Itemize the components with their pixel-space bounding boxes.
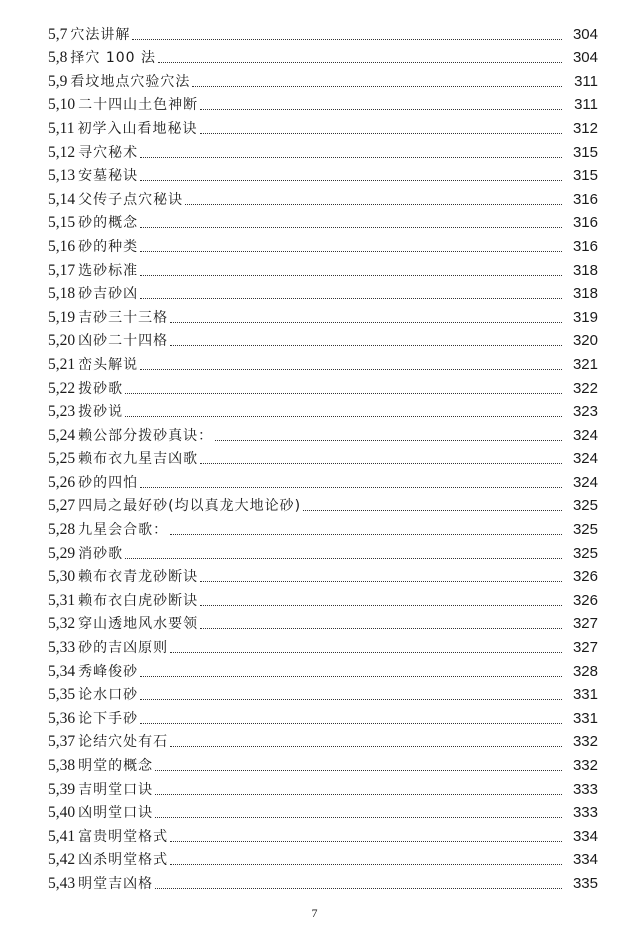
toc-entry (48, 256, 598, 280)
toc-entry (48, 44, 598, 68)
toc-entry (48, 327, 598, 351)
toc-entry (48, 185, 598, 209)
toc-entry (48, 398, 598, 422)
toc-entry-number: 5,32 (48, 615, 76, 633)
toc-entry-title: 择穴 100 法 (70, 50, 156, 67)
toc-entry-title: 二十四山土色神断 (78, 97, 199, 114)
toc-entry (48, 303, 598, 327)
toc-entry-page: 325 (572, 544, 598, 562)
toc-entry-title: 富贵明堂格式 (78, 828, 169, 845)
toc-entry-page: 324 (572, 426, 598, 444)
toc-entry-page: 327 (572, 639, 598, 657)
toc-entry-number: 5,18 (48, 285, 76, 303)
toc-entry (48, 232, 598, 256)
dot-leader (185, 203, 562, 205)
toc-entry-number: 5,35 (48, 686, 76, 704)
toc-entry-title: 秀峰俊砂 (78, 663, 139, 680)
toc-entry (48, 280, 598, 304)
toc-entry-page: 327 (572, 615, 598, 633)
dot-leader (215, 439, 562, 441)
toc-entry-title: 峦头解说 (78, 356, 139, 373)
dot-leader (155, 887, 562, 889)
toc-entry (48, 563, 598, 587)
toc-entry-number: 5,37 (48, 733, 76, 751)
dot-leader (140, 250, 562, 252)
toc-entry-number: 5,12 (48, 143, 76, 161)
toc-entry-page: 331 (572, 686, 598, 704)
toc-entry-page: 318 (572, 285, 598, 303)
toc-entry-number: 5,34 (48, 662, 76, 680)
toc-entry (48, 657, 598, 681)
toc-entry-page: 323 (572, 403, 598, 421)
dot-leader (170, 651, 562, 653)
toc-entry-page: 316 (572, 237, 598, 255)
toc-entry-title: 凶明堂口诀 (78, 805, 154, 822)
toc-entry-number: 5,30 (48, 568, 76, 586)
toc-entry-number: 5,22 (48, 379, 76, 397)
toc-entry-title: 寻穴秘术 (78, 144, 139, 161)
toc-entry (48, 492, 598, 516)
toc-entry-number: 5,16 (48, 237, 76, 255)
dot-leader (155, 769, 562, 771)
toc-entry-page: 319 (572, 308, 598, 326)
toc-entry-page: 321 (572, 355, 598, 373)
toc-entry-number: 5,31 (48, 591, 76, 609)
toc-entry (48, 20, 598, 44)
dot-leader (170, 344, 562, 346)
dot-leader (158, 61, 562, 63)
toc-entry-number: 5,24 (48, 426, 76, 444)
toc-entry-number: 5,11 (48, 119, 75, 137)
toc-entry-number: 5,14 (48, 190, 76, 208)
dot-leader (140, 675, 562, 677)
toc-entry-title: 赖公部分拨砂真诀： (78, 427, 214, 444)
toc-entry-title: 砂的种类 (78, 238, 139, 255)
dot-leader (140, 274, 562, 276)
table-of-contents (48, 20, 598, 893)
toc-entry (48, 67, 598, 91)
toc-entry-title: 赖布衣白虎砂断诀 (78, 592, 199, 609)
toc-entry-title: 选砂标准 (78, 262, 139, 279)
toc-entry (48, 350, 598, 374)
dot-leader (132, 38, 562, 40)
toc-entry-number: 5,25 (48, 450, 76, 468)
toc-entry-number: 5,39 (48, 780, 76, 798)
toc-entry-page: 326 (572, 568, 598, 586)
toc-entry (48, 846, 598, 870)
dot-leader (200, 108, 562, 110)
toc-entry-number: 5,41 (48, 827, 76, 845)
toc-entry-title: 赖布衣青龙砂断诀 (78, 569, 199, 586)
toc-entry-number: 5,10 (48, 96, 76, 114)
toc-entry-title: 凶杀明堂格式 (78, 852, 169, 869)
toc-entry-page: 320 (572, 332, 598, 350)
toc-entry-page: 304 (572, 49, 598, 67)
toc-entry-number: 5,19 (48, 308, 76, 326)
toc-entry (48, 91, 598, 115)
toc-entry (48, 869, 598, 893)
toc-entry (48, 445, 598, 469)
dot-leader (200, 462, 562, 464)
toc-entry-number: 5,23 (48, 403, 76, 421)
toc-entry-page: 331 (572, 709, 598, 727)
dot-leader (170, 863, 562, 865)
toc-entry-title: 吉砂三十三格 (78, 309, 169, 326)
dot-leader (155, 816, 562, 818)
toc-entry-page: 311 (574, 96, 598, 114)
dot-leader (140, 486, 562, 488)
toc-entry-title: 赖布衣九星吉凶歌 (78, 451, 199, 468)
dot-leader (200, 580, 562, 582)
toc-entry-title: 砂的四怕 (78, 474, 139, 491)
toc-entry (48, 114, 598, 138)
toc-entry-page: 315 (572, 167, 598, 185)
toc-entry (48, 799, 598, 823)
dot-leader (200, 132, 562, 134)
toc-entry-page: 335 (572, 874, 598, 892)
toc-entry-page: 318 (572, 261, 598, 279)
toc-entry (48, 539, 598, 563)
toc-entry-number: 5,28 (48, 521, 76, 539)
toc-entry-page: 322 (572, 379, 598, 397)
toc-entry-title: 明堂吉凶格 (78, 875, 154, 892)
toc-entry-page: 324 (572, 450, 598, 468)
toc-entry-title: 父传子点穴秘诀 (78, 191, 184, 208)
toc-entry (48, 775, 598, 799)
toc-entry-title: 砂吉砂凶 (78, 286, 139, 303)
dot-leader (140, 156, 562, 158)
toc-entry (48, 468, 598, 492)
toc-entry-title: 砂的吉凶原则 (78, 640, 169, 657)
toc-entry-title: 吉明堂口诀 (78, 781, 154, 798)
toc-entry-title: 凶砂二十四格 (78, 333, 169, 350)
toc-entry-page: 328 (572, 662, 598, 680)
toc-entry-page: 333 (572, 804, 598, 822)
toc-entry (48, 681, 598, 705)
toc-entry-title: 安墓秘诀 (78, 168, 139, 185)
toc-entry-page: 334 (572, 827, 598, 845)
toc-entry-title: 论下手砂 (78, 710, 139, 727)
dot-leader (125, 415, 562, 417)
toc-entry (48, 704, 598, 728)
dot-leader (140, 698, 562, 700)
toc-entry-title: 论结穴处有石 (78, 734, 169, 751)
toc-entry-number: 5,29 (48, 544, 76, 562)
toc-entry-page: 332 (572, 757, 598, 774)
dot-leader (125, 392, 562, 394)
toc-entry-title: 砂的概念 (78, 215, 139, 232)
toc-entry-number: 5,9 (48, 72, 68, 90)
toc-entry-number: 5,13 (48, 167, 76, 185)
toc-entry-number: 5,40 (48, 804, 76, 822)
dot-leader (140, 297, 562, 299)
dot-leader (170, 533, 562, 535)
dot-leader (170, 321, 562, 323)
toc-entry (48, 421, 598, 445)
dot-leader (140, 368, 562, 370)
toc-entry-page: 334 (572, 851, 598, 869)
toc-entry (48, 586, 598, 610)
dot-leader (200, 604, 562, 606)
toc-entry-number: 5,27 (48, 497, 76, 515)
toc-entry (48, 633, 598, 657)
toc-entry-page: 325 (572, 497, 598, 515)
toc-entry-page: 316 (572, 214, 598, 232)
toc-entry (48, 751, 598, 775)
toc-entry-number: 5,42 (48, 851, 76, 869)
dot-leader (170, 745, 562, 747)
toc-entry-page: 315 (572, 143, 598, 161)
toc-entry (48, 138, 598, 162)
toc-entry (48, 822, 598, 846)
toc-entry-number: 5,7 (48, 25, 68, 43)
toc-entry-title: 拨砂歌 (78, 380, 124, 397)
toc-entry-title: 明堂的概念 (78, 758, 154, 774)
toc-entry-page: 304 (572, 25, 598, 43)
toc-entry-number: 5,20 (48, 332, 76, 350)
toc-entry (48, 209, 598, 233)
toc-entry-number: 5,38 (48, 757, 76, 774)
toc-entry-page: 333 (572, 780, 598, 798)
toc-entry-title: 四局之最好砂(均以真龙大地论砂) (78, 498, 302, 515)
toc-entry-number: 5,17 (48, 261, 76, 279)
toc-entry-page: 316 (572, 190, 598, 208)
toc-entry (48, 728, 598, 752)
dot-leader (125, 557, 562, 559)
toc-entry-number: 5,21 (48, 355, 76, 373)
toc-entry-title: 初学入山看地秘诀 (77, 120, 198, 137)
dot-leader (155, 793, 562, 795)
toc-entry (48, 162, 598, 186)
toc-entry-page: 324 (572, 473, 598, 491)
toc-entry (48, 610, 598, 634)
toc-entry-page: 312 (572, 119, 598, 137)
toc-entry-title: 九星会合歌： (78, 522, 169, 539)
dot-leader (192, 85, 562, 87)
toc-entry-number: 5,33 (48, 639, 76, 657)
toc-entry-title: 拨砂说 (78, 404, 124, 421)
dot-leader (140, 179, 562, 181)
toc-entry-page: 311 (574, 72, 598, 90)
toc-entry-number: 5,43 (48, 874, 76, 892)
toc-entry-number: 5,26 (48, 473, 76, 491)
toc-entry-number: 5,36 (48, 709, 76, 727)
toc-entry-title: 穿山透地风水要领 (78, 616, 199, 633)
dot-leader (170, 840, 562, 842)
toc-entry-page: 326 (572, 591, 598, 609)
toc-entry-title: 消砂歌 (78, 545, 124, 562)
toc-entry (48, 515, 598, 539)
toc-entry-number: 5,8 (48, 49, 68, 67)
dot-leader (200, 627, 562, 629)
toc-entry-page: 332 (572, 733, 598, 751)
dot-leader (303, 509, 562, 511)
dot-leader (140, 226, 562, 228)
toc-entry-title: 穴法讲解 (70, 26, 131, 43)
toc-entry-number: 5,15 (48, 214, 76, 232)
toc-entry-page: 325 (572, 521, 598, 539)
toc-entry-title: 看坟地点穴验穴法 (70, 73, 191, 90)
toc-entry-title: 论水口砂 (78, 687, 139, 704)
dot-leader (140, 722, 562, 724)
page-number: 7 (311, 906, 318, 920)
toc-entry (48, 374, 598, 398)
